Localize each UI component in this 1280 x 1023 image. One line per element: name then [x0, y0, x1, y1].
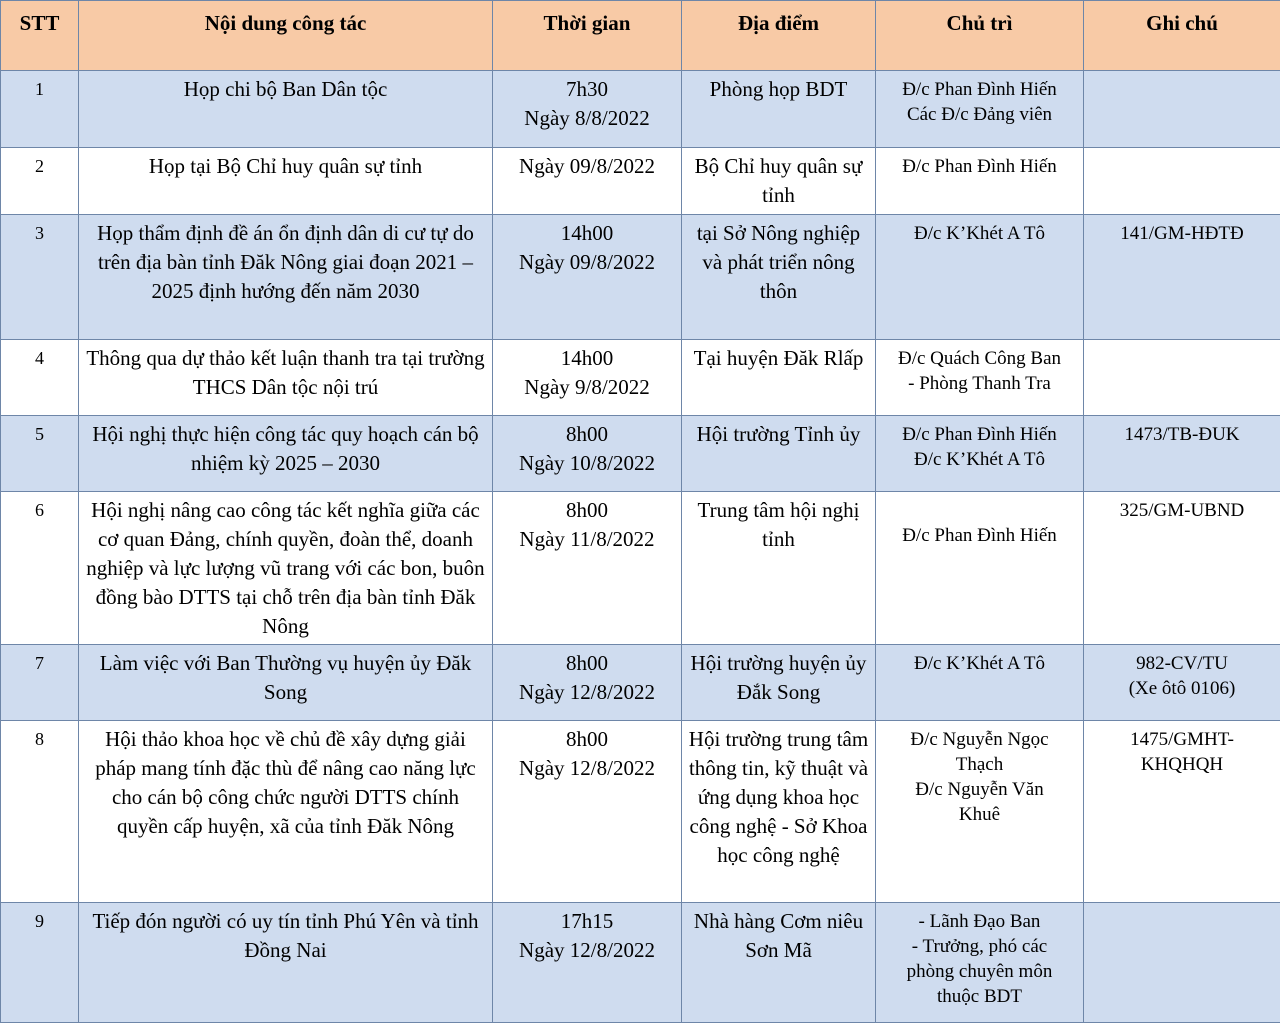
cell-content: Họp tại Bộ Chỉ huy quân sự tỉnh: [79, 148, 493, 215]
cell-stt: 8: [1, 721, 79, 903]
cell-host: [876, 492, 1084, 645]
cell-content: Hội nghị nâng cao công tác kết nghĩa giữa các cơ quan Đảng, chính quyền, đoàn thể, doanh nghiệp và lực lượng vũ trang với các bon, buôn đồng bào DTTS tại chỗ trên địa bàn tỉnh Đăk Nông: [79, 492, 493, 645]
cell-place: Hội trường Tỉnh ủy: [682, 416, 876, 492]
cell-line: (Xe ôtô 0106): [1090, 676, 1274, 701]
table-row: [1, 215, 1280, 340]
cell-line: 8h00: [499, 725, 675, 754]
cell-line: Đ/c Quách Công Ban: [882, 346, 1077, 371]
cell-host: [876, 71, 1084, 148]
cell-place: Tại huyện Đăk Rlấp: [682, 340, 876, 416]
cell-content: Họp chi bộ Ban Dân tộc: [79, 71, 493, 148]
cell-line: KHQHQH: [1090, 752, 1274, 777]
cell-line: Ngày 11/8/2022: [499, 525, 675, 554]
cell-line: Thạch: [882, 752, 1077, 777]
cell-place: Nhà hàng Cơm niêu Sơn Mã: [682, 903, 876, 1023]
cell-stt: 4: [1, 340, 79, 416]
cell-time: [493, 340, 682, 416]
cell-line: 982-CV/TU: [1090, 651, 1274, 676]
cell-line: 1473/TB-ĐUK: [1090, 422, 1274, 447]
cell-place: tại Sở Nông nghiệp và phát triển nông thôn: [682, 215, 876, 340]
cell-note: [1084, 340, 1280, 416]
cell-line: 8h00: [499, 420, 675, 449]
header-note: Ghi chú: [1084, 1, 1280, 71]
cell-line: Đ/c Phan Đình Hiến: [882, 77, 1077, 102]
cell-line: 141/GM-HĐTĐ: [1090, 221, 1274, 246]
cell-time: [493, 645, 682, 721]
cell-line: thuộc BDT: [882, 984, 1077, 1009]
cell-line: Ngày 12/8/2022: [499, 678, 675, 707]
cell-stt: 2: [1, 148, 79, 215]
header-time: Thời gian: [493, 1, 682, 71]
cell-line: Ngày 10/8/2022: [499, 449, 675, 478]
cell-place: Phòng họp BDT: [682, 71, 876, 148]
cell-host: [876, 903, 1084, 1023]
cell-time: [493, 416, 682, 492]
cell-line: Ngày 9/8/2022: [499, 373, 675, 402]
cell-line: Khuê: [882, 802, 1077, 827]
cell-line: 14h00: [499, 344, 675, 373]
cell-line: 8h00: [499, 496, 675, 525]
cell-time: [493, 492, 682, 645]
cell-host: [876, 340, 1084, 416]
cell-line: - Lãnh Đạo Ban: [882, 909, 1077, 934]
cell-line: 17h15: [499, 907, 675, 936]
cell-place: Trung tâm hội nghị tỉnh: [682, 492, 876, 645]
cell-host: [876, 721, 1084, 903]
table-row: [1, 148, 1280, 215]
cell-line: phòng chuyên môn: [882, 959, 1077, 984]
cell-content: Thông qua dự thảo kết luận thanh tra tại trường THCS Dân tộc nội trú: [79, 340, 493, 416]
cell-content: Tiếp đón người có uy tín tỉnh Phú Yên và tỉnh Đồng Nai: [79, 903, 493, 1023]
cell-line: Đ/c K’Khét A Tô: [882, 221, 1077, 246]
cell-host: [876, 416, 1084, 492]
header-stt: STT: [1, 1, 79, 71]
table-row: [1, 416, 1280, 492]
cell-stt: 1: [1, 71, 79, 148]
cell-note: [1084, 903, 1280, 1023]
cell-line: Đ/c Phan Đình Hiến: [882, 523, 1077, 548]
cell-line: - Phòng Thanh Tra: [882, 371, 1077, 396]
cell-content: Hội thảo khoa học về chủ đề xây dựng giải pháp mang tính đặc thù để nâng cao năng lực cho cán bộ công chức người DTTS chính quyền cấp huyện, xã của tỉnh Đăk Nông: [79, 721, 493, 903]
table-row: [1, 340, 1280, 416]
cell-line: - Trưởng, phó các: [882, 934, 1077, 959]
cell-content: Họp thẩm định đề án ổn định dân di cư tự do trên địa bàn tỉnh Đăk Nông giai đoạn 2021 – 2025 định hướng đến năm 2030: [79, 215, 493, 340]
cell-line: Đ/c Nguyễn Văn: [882, 777, 1077, 802]
header-host: Chủ trì: [876, 1, 1084, 71]
cell-note: [1084, 645, 1280, 721]
cell-time: [493, 903, 682, 1023]
cell-content: Hội nghị thực hiện công tác quy hoạch cán bộ nhiệm kỳ 2025 – 2030: [79, 416, 493, 492]
cell-line: 14h00: [499, 219, 675, 248]
table-row: [1, 721, 1280, 903]
cell-time: [493, 148, 682, 215]
cell-stt: 9: [1, 903, 79, 1023]
cell-host: [876, 215, 1084, 340]
header-row: [1, 1, 1280, 71]
table-row: [1, 645, 1280, 721]
cell-stt: 6: [1, 492, 79, 645]
cell-line: 8h00: [499, 649, 675, 678]
cell-line: Ngày 8/8/2022: [499, 104, 675, 133]
cell-note: [1084, 492, 1280, 645]
cell-note: [1084, 215, 1280, 340]
cell-line: Đ/c Nguyễn Ngọc: [882, 727, 1077, 752]
cell-host: [876, 148, 1084, 215]
cell-line: Đ/c K’Khét A Tô: [882, 447, 1077, 472]
table-row: [1, 492, 1280, 645]
cell-note: [1084, 148, 1280, 215]
header-content: Nội dung công tác: [79, 1, 493, 71]
cell-stt: 7: [1, 645, 79, 721]
cell-line: 325/GM-UBND: [1090, 498, 1274, 523]
cell-place: Bộ Chỉ huy quân sự tỉnh: [682, 148, 876, 215]
cell-line: 1475/GMHT-: [1090, 727, 1274, 752]
cell-stt: 5: [1, 416, 79, 492]
header-place: Địa điểm: [682, 1, 876, 71]
cell-line: Đ/c K’Khét A Tô: [882, 651, 1077, 676]
cell-line: Ngày 09/8/2022: [499, 248, 675, 277]
cell-time: [493, 721, 682, 903]
table-row: [1, 71, 1280, 148]
table-row: [1, 903, 1280, 1023]
cell-line: Các Đ/c Đảng viên: [882, 102, 1077, 127]
cell-place: Hội trường trung tâm thông tin, kỹ thuật và ứng dụng khoa học công nghệ - Sở Khoa học công nghệ: [682, 721, 876, 903]
cell-line: Đ/c Phan Đình Hiến: [882, 154, 1077, 179]
cell-line: Ngày 12/8/2022: [499, 936, 675, 965]
cell-note: [1084, 416, 1280, 492]
cell-line: Đ/c Phan Đình Hiến: [882, 422, 1077, 447]
cell-stt: 3: [1, 215, 79, 340]
cell-note: [1084, 721, 1280, 903]
cell-note: [1084, 71, 1280, 148]
cell-line: [882, 498, 1077, 523]
cell-time: [493, 215, 682, 340]
cell-line: Ngày 12/8/2022: [499, 754, 675, 783]
cell-content: Làm việc với Ban Thường vụ huyện ủy Đăk Song: [79, 645, 493, 721]
cell-host: [876, 645, 1084, 721]
cell-time: [493, 71, 682, 148]
cell-line: Ngày 09/8/2022: [499, 152, 675, 181]
cell-line: 7h30: [499, 75, 675, 104]
cell-place: Hội trường huyện ủy Đắk Song: [682, 645, 876, 721]
